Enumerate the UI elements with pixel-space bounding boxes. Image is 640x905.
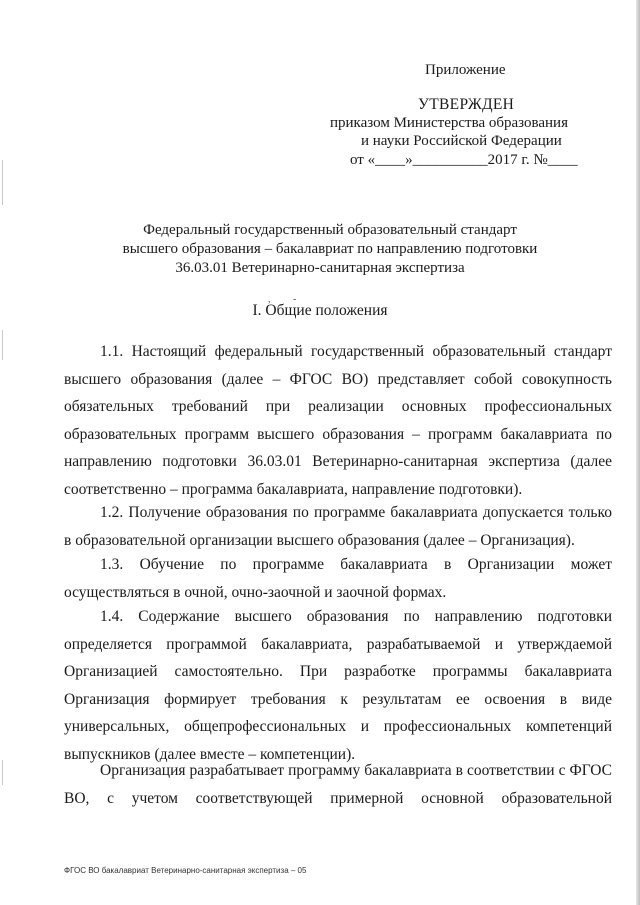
section-heading: I. Общие положения	[252, 302, 388, 319]
paragraph-1-4: 1.4. Содержание высшего образования по направлению подготовки определяется программой бакалавриата, разрабатываемой и утверждаемой Организацией самостоятельно. При разработке программы бакалавриата Организация формирует требования к результатам ее освоения в виде универсальных, общепрофессиональных и профессиональных компетенций выпускников (далее вместе – компетенции).	[64, 608, 612, 763]
scan-mark	[2, 760, 3, 785]
approval-order-line: приказом Министерства образования	[330, 115, 568, 131]
appendix-label: Приложение	[425, 62, 506, 78]
document-title-line-3: 36.03.01 Ветеринарно-санитарная экспертиза	[175, 260, 465, 276]
approval-date-line: от «____»__________2017 г. №____	[350, 152, 578, 168]
paragraph-1-2: 1.2. Получение образования по программе бакалавриата допускается только в образовательной организации высшего образования (далее – Организация).	[64, 504, 612, 549]
scan-mark	[2, 330, 3, 360]
approved-label: УТВЕРЖДЕН	[418, 96, 515, 113]
page-footer: ФГОС ВО бакалавриат Ветеринарно-санитарная экспертиза – 05	[64, 866, 307, 875]
paragraph-1-1: 1.1. Настоящий федеральный государственный образовательный стандарт высшего образования (далее – ФГОС ВО) представляет собой совокупность обязательных требований при реализации основных профессиональных образовательных программ высшего образования – программ бакалавриата по направлению подготовки 36.03.01 Ветеринарно-санитарная экспертиза (далее соответственно – программа бакалавриата, направление подготовки).	[64, 343, 612, 498]
scan-mark	[2, 160, 3, 205]
paragraph-1-3: 1.3. Обучение по программе бакалавриата в Организации может осуществляться в очной, очно-заочной и заочной формах.	[64, 556, 612, 601]
scan-edge	[636, 0, 640, 905]
document-title-line-1: Федеральный государственный образовательный стандарт	[143, 222, 517, 238]
paragraph-continuation: Организация разрабатывает программу бакалавриата в соответствии с ФГОС ВО, с учетом соответствующей примерной основной образовательной	[64, 762, 612, 807]
scan-speck: , -	[268, 294, 297, 305]
document-title-line-2: высшего образования – бакалавриат по направлению подготовки	[122, 241, 538, 257]
approval-ministry-line: и науки Российской Федерации	[361, 133, 562, 149]
